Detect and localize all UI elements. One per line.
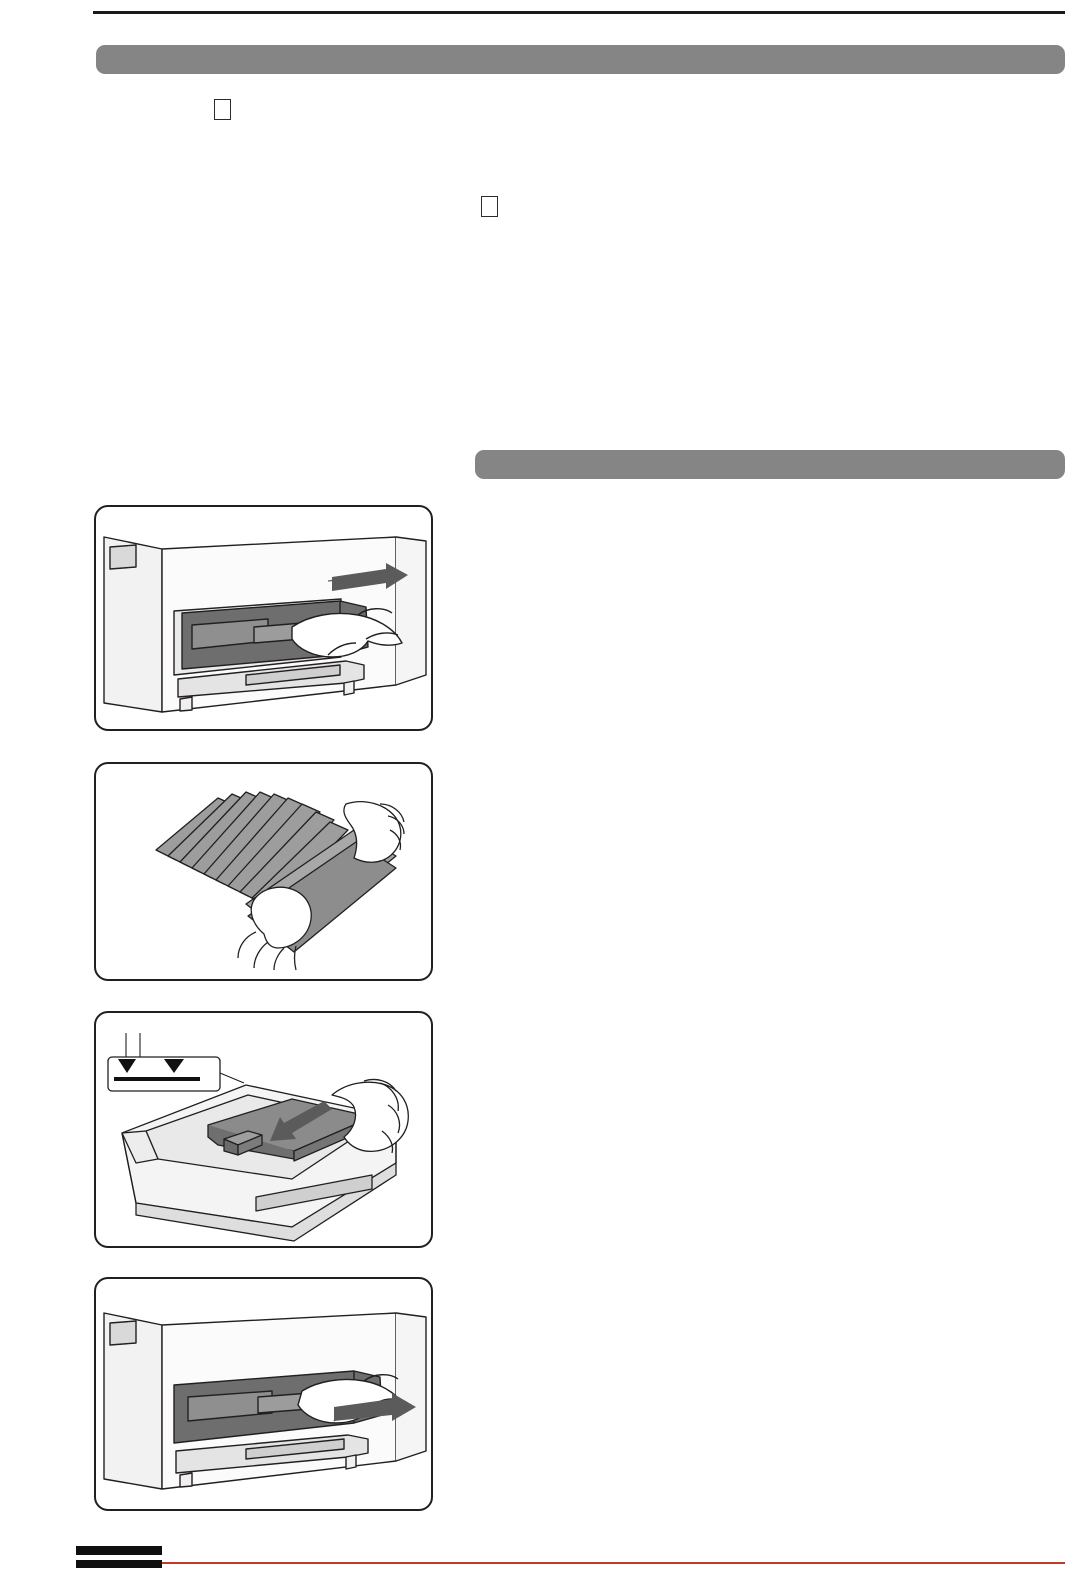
section-header-upper: [96, 45, 1065, 74]
page-number-block-inner: [76, 1555, 162, 1560]
glyph-placeholder-1-icon: [214, 99, 231, 120]
section-header-lower: [475, 450, 1065, 479]
figure-push-tray-closed: [94, 1277, 433, 1511]
footer-rule: [162, 1562, 1065, 1564]
glyph-placeholder-2-icon: [481, 196, 498, 217]
figure-fan-paper-stack: [94, 762, 433, 981]
figure-load-paper-in-tray: [94, 1011, 433, 1248]
figure-pull-out-tray: [94, 505, 433, 731]
page-number-block: [76, 1546, 162, 1568]
header-rule: [93, 11, 1065, 14]
